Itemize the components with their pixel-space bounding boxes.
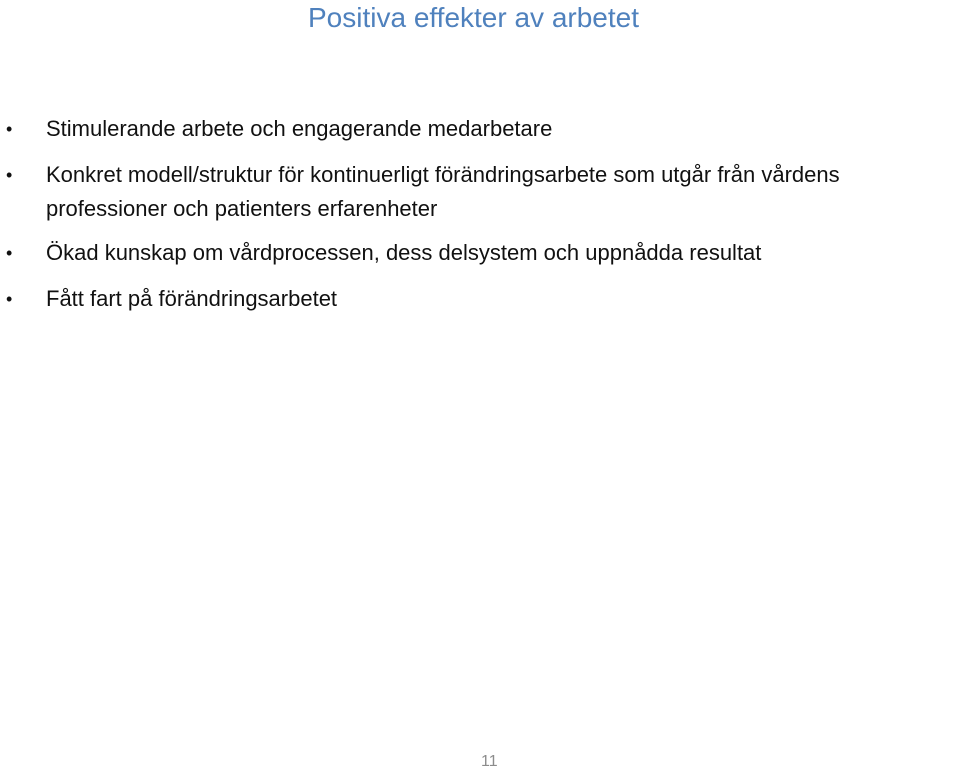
bullet-icon: •	[6, 119, 13, 139]
bullet-item	[0, 282, 960, 316]
bullet-icon: •	[6, 165, 13, 185]
bullet-item	[0, 236, 960, 270]
bullet-text: Ökad kunskap om vårdprocessen, dess delsystem och uppnådda resultat	[46, 240, 762, 265]
bullet-icon: •	[6, 243, 13, 263]
slide-title: Positiva effekter av arbetet	[308, 2, 639, 33]
bullet-text: Konkret modell/struktur för kontinuerligt förändringsarbete som utgår från vårdens professioner och patienters erfarenheter	[46, 162, 840, 221]
bullet-item	[0, 158, 960, 226]
bullet-text: Stimulerande arbete och engagerande medarbetare	[46, 116, 553, 141]
bullet-list	[0, 112, 960, 328]
bullet-item	[0, 112, 960, 146]
page-number: 11	[481, 753, 498, 770]
bullet-text: Fått fart på förändringsarbetet	[46, 286, 338, 311]
bullet-icon: •	[6, 289, 13, 309]
